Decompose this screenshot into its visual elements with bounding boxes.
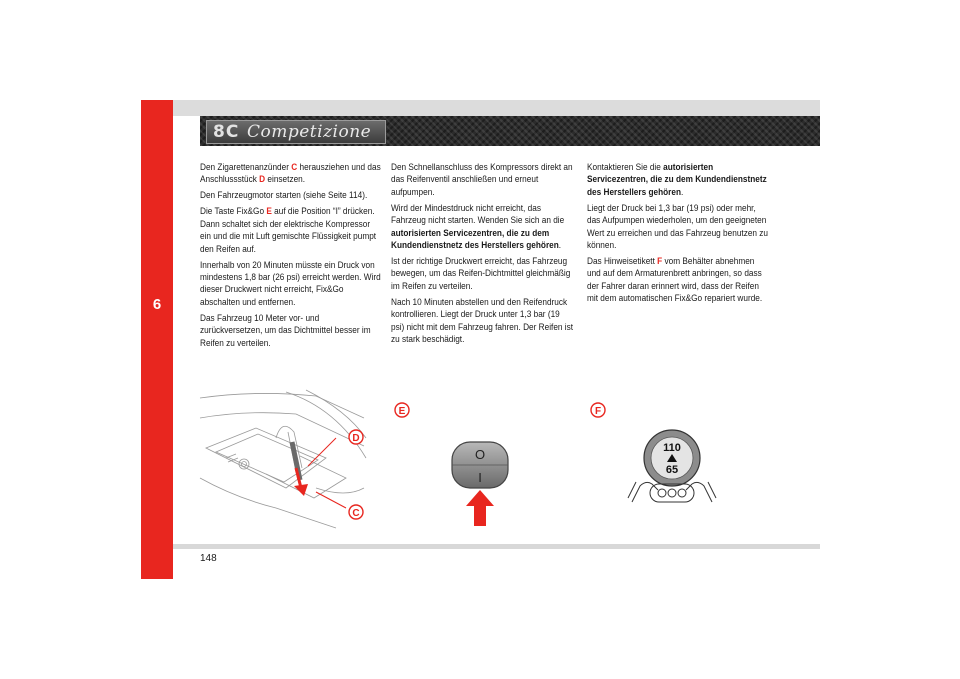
callout-d-label: D <box>352 433 360 444</box>
callout-e-label: E <box>398 406 406 417</box>
paragraph: Innerhalb von 20 Minuten müsste ein Druck von mindestens 1,8 bar (26 psi) erreicht werden. Wird dieser Druckwert nicht erreicht, Fix&Go abschalten und entfernen. <box>200 259 381 308</box>
top-band <box>173 100 820 116</box>
paragraph: Den Fahrzeugmotor starten (siehe Seite 114). <box>200 190 368 202</box>
press-arrow-icon <box>466 490 494 526</box>
paragraph: Wird der Mindestdruck nicht erreicht, das Fahrzeug nicht starten. Wenden Sie sich an die autorisierten Servicezentren, die zu dem Kundendienstnetz des Herstellers gehören. <box>391 202 565 252</box>
text-column-2 <box>391 162 573 350</box>
button-off-label: O <box>474 447 486 462</box>
header-band <box>200 116 820 146</box>
text-column-1 <box>200 162 382 354</box>
speed-alt-value: 65 <box>665 464 679 476</box>
callout-c-label: C <box>352 508 360 519</box>
bottom-band <box>173 544 820 549</box>
paragraph: Liegt der Druck bei 1,3 bar (19 psi) oder mehr, das Aufpumpen wiederholen, um den geeigneten Wert zu erreichen und das Fahrzeug benutzen zu können. <box>587 202 769 252</box>
paragraph: Nach 10 Minuten abstellen und den Reifendruck kontrollieren. Liegt der Druck unter 1,3 bar (19 psi) nicht mit dem Fahrzeug fahren. Der Reifen ist zu stark beschädigt. <box>391 296 574 346</box>
button-on-label: I <box>478 470 482 485</box>
paragraph: Kontaktieren Sie die autorisierten Servicezentren, die zu dem Kundendienstnetz des Herstellers gehören. <box>587 162 767 198</box>
leader-c <box>316 492 346 508</box>
page-number: 148 <box>200 553 217 564</box>
figure-lighter-socket <box>196 388 368 532</box>
brand-logo <box>206 120 386 144</box>
chapter-side-bar <box>141 100 173 579</box>
chapter-number: 6 <box>152 296 162 313</box>
text-column-3 <box>587 162 769 309</box>
logo-wordmark: Competizione <box>247 122 372 142</box>
paragraph: Den Zigarettenanzünder C herausziehen und das Anschlussstück D einsetzen. <box>200 162 381 186</box>
paragraph: Das Fahrzeug 10 Meter vor- und zurückversetzen, um das Dichtmittel besser im Reifen zu verteilen. <box>200 312 371 349</box>
emphasis: autorisierten Servicezentren, die zu dem Kundendienstnetz des Herstellers gehören <box>391 227 559 252</box>
paragraph: Ist der richtige Druckwert erreicht, das Fahrzeug bewegen, um das Reifen-Dichtmittel gleichmäßig im Reifen zu verteilen. <box>391 256 571 292</box>
ref-d: D <box>259 174 266 186</box>
figure-warning-label <box>588 402 766 528</box>
emphasis: autorisierten Servicezentren, die zu dem Kundendienstnetz des Herstellers gehören <box>587 162 767 198</box>
ref-f: F <box>657 256 663 268</box>
callout-f-label: F <box>594 406 602 417</box>
paragraph: Das Hinweisetikett F vom Behälter abnehmen und auf dem Armaturenbrett anbringen, so dass der Fahrer daran erinnert wird, dass der Reifen mit dem automatischen Fix&Go repariert wurde. <box>587 256 763 305</box>
logo-number: 8C <box>213 122 240 142</box>
ref-e: E <box>266 206 272 218</box>
ref-c: C <box>291 162 298 173</box>
paragraph: Den Schnellanschluss des Kompressors direkt an das Reifenventil anschließen und erneut aufpumpen. <box>391 162 573 198</box>
paragraph: Die Taste Fix&Go E auf die Position “I” drücken. Dann schaltet sich der elektrische Kompressor ein und die mit Luft gemischte Flüssigkeit pumpt den Reifen auf. <box>200 206 377 255</box>
speed-max-value: 110 <box>663 442 681 454</box>
figure-power-button <box>392 402 570 528</box>
